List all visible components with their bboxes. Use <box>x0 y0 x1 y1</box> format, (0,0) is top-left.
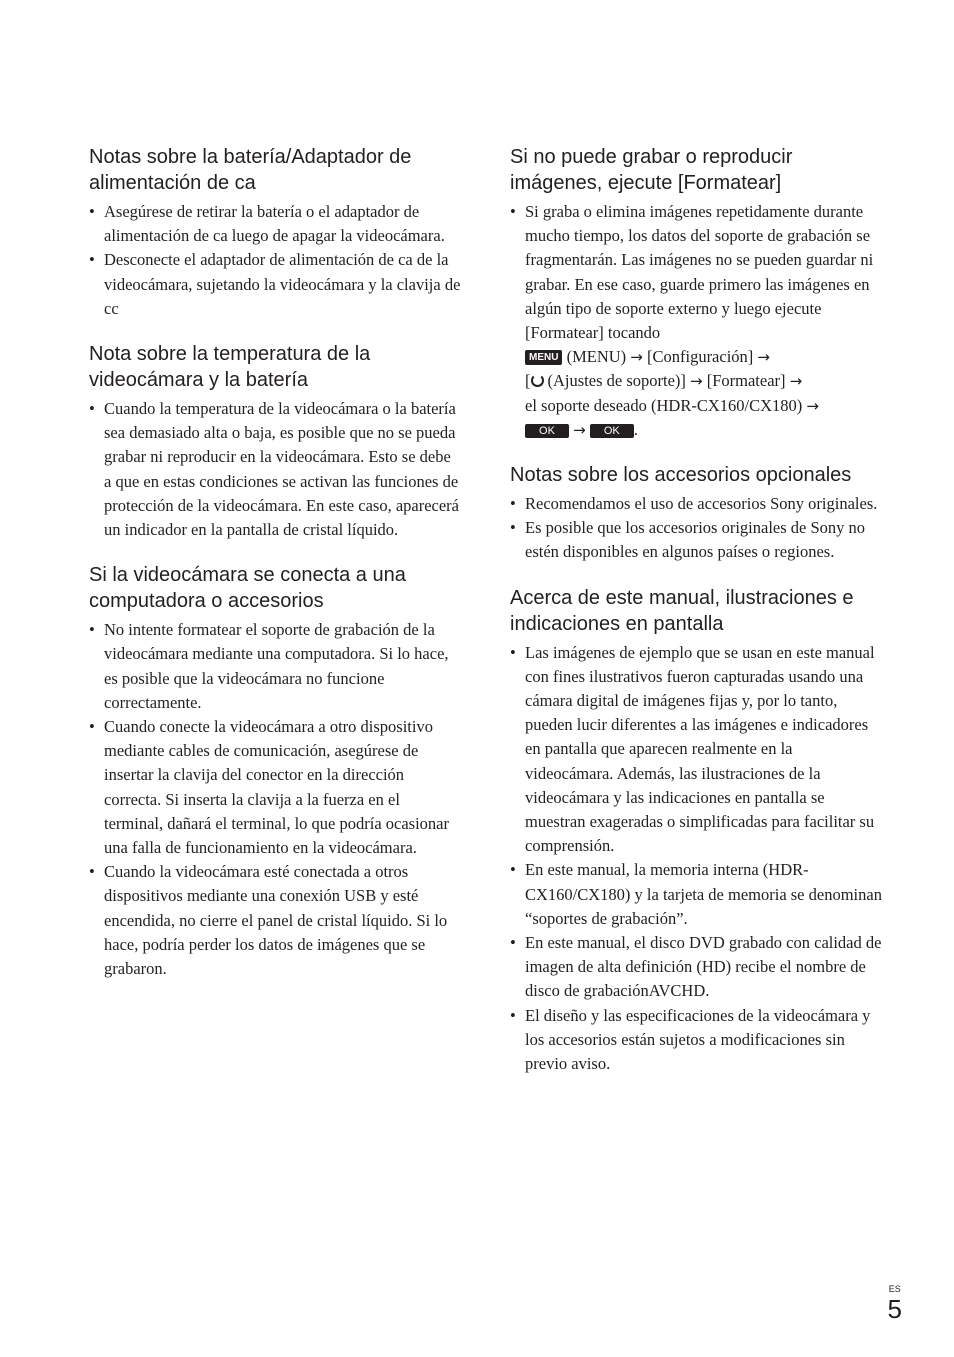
arrow-right-icon: → <box>806 396 819 415</box>
format-section <box>510 144 885 442</box>
language-code: ES <box>888 1284 901 1294</box>
list-item <box>510 200 885 442</box>
ok-button-icon: OK <box>590 424 634 438</box>
bracket-open: [ <box>525 371 531 391</box>
bullet-list <box>89 618 461 981</box>
section-heading: Notas sobre los accesorios opcionales <box>510 464 852 487</box>
arrow-right-icon: → <box>690 372 703 391</box>
list-item: • Las imágenes de ejemplo que se usan en este manual con fines ilustrativos fueron capturadas usando una cámara digital de imágenes fijas y, por lo tanto, pueden lucir diferentes a las imágenes e indicadores en pantalla que aparecen realmente en la videocámara. Además, las ilustraciones de la videocámara y las indicaciones en pantalla se muestran exageradas o simplificadas para facilitar su comprensión. <box>510 641 885 859</box>
list-item: • Cuando la temperatura de la videocámara o la batería sea demasiado alta o baja, es posible que no se pueda grabar ni reproducir en la videocámara. Esto se debe a que en estas condiciones se activan las funciones de protección de la videocámara. En este caso, aparecerá un indicador en la pantalla de cristal líquido. <box>89 397 461 542</box>
media-label: el soporte deseado (HDR-CX160/CX180) <box>525 395 803 415</box>
arrow-right-icon: → <box>757 348 770 367</box>
section-heading: Nota sobre la temperatura de la videocámara y la batería <box>89 343 371 392</box>
bullet-list <box>510 200 885 442</box>
list-item: • Desconecte el adaptador de alimentación de ca de la videocámara, sujetando la videocámara y la clavija de cc <box>89 248 461 321</box>
temperature-section <box>89 341 461 542</box>
accessories-section <box>510 462 885 565</box>
section-heading: Si la videocámara se conecta a una computadora o accesorios <box>89 564 406 613</box>
section-heading: Acerca de este manual, ilustraciones e indicaciones en pantalla <box>510 586 854 635</box>
bullet-list <box>510 641 885 1077</box>
computer-connection-section <box>89 562 461 981</box>
list-item: • Es posible que los accesorios originales de Sony no estén disponibles en algunos países o regiones. <box>510 516 885 564</box>
bullet-list <box>510 492 885 565</box>
list-item: • Recomendamos el uso de accesorios Sony originales. <box>510 492 885 516</box>
list-item: • Asegúrese de retirar la batería o el adaptador de alimentación de ca luego de apagar la videocámara. <box>89 200 461 248</box>
page-footer <box>888 1284 902 1324</box>
menu-button-icon: MENU <box>525 350 562 365</box>
list-item: • Cuando la videocámara esté conectada a otros dispositivos mediante una conexión USB y esté encendida, no cierre el panel de cristal líquido. Si lo hace, podría perder los datos de imágenes que se grabaron. <box>89 860 461 981</box>
battery-adapter-section <box>89 144 461 321</box>
list-item: • El diseño y las especificaciones de la videocámara y los accesorios están sujetos a modificaciones sin previo aviso. <box>510 1004 885 1077</box>
ok-button-icon: OK <box>525 424 569 438</box>
format-label: [Formatear] <box>706 371 786 391</box>
list-item: • En este manual, la memoria interna (HDR-CX160/CX180) y la tarjeta de memoria se denominan “soportes de grabación”. <box>510 858 885 931</box>
media-settings-label: (Ajustes de soporte)] <box>547 371 686 391</box>
arrow-right-icon: → <box>789 372 803 391</box>
media-settings-icon <box>531 374 544 387</box>
page-number: 5 <box>887 1294 902 1324</box>
arrow-right-icon: → <box>630 348 643 367</box>
list-item: • Cuando conecte la videocámara a otro dispositivo mediante cables de comunicación, asegúrese de insertar la clavija del conector en la dirección correcta. Si inserta la clavija a la fuerza en el terminal, dañará el terminal, lo que podría ocasionar una falla de funcionamiento en la videocámara. <box>89 715 461 860</box>
left-column <box>89 144 461 1001</box>
period: . <box>633 419 638 439</box>
bullet-list <box>89 200 461 321</box>
list-item: • En este manual, el disco DVD grabado con calidad de imagen de alta definición (HD) recibe el nombre de disco de grabaciónAVCHD. <box>510 931 885 1004</box>
section-heading: Notas sobre la batería/Adaptador de alimentación de ca <box>89 146 412 194</box>
menu-label: (MENU) <box>566 347 627 367</box>
config-label: [Configuración] <box>646 347 754 367</box>
arrow-right-icon: → <box>573 420 586 439</box>
bullet-list <box>89 397 461 542</box>
section-heading: Si no puede grabar o reproducir imágenes, ejecute [Formatear] <box>510 146 793 194</box>
manual-section <box>510 585 885 1077</box>
format-instructions: Si graba o elimina imágenes repetidamente durante mucho tiempo, los datos del soporte de grabación se fragmentarán. Las imágenes no se pueden guardar ni grabar. En ese caso, guarde primero las imágenes en algún tipo de soporte externo y luego ejecute [Formatear] tocando <box>525 202 874 343</box>
right-column <box>510 144 885 1096</box>
list-item: • No intente formatear el soporte de grabación de la videocámara mediante una computadora. Si lo hace, es posible que la videocámara no funcione correctamente. <box>89 618 461 715</box>
